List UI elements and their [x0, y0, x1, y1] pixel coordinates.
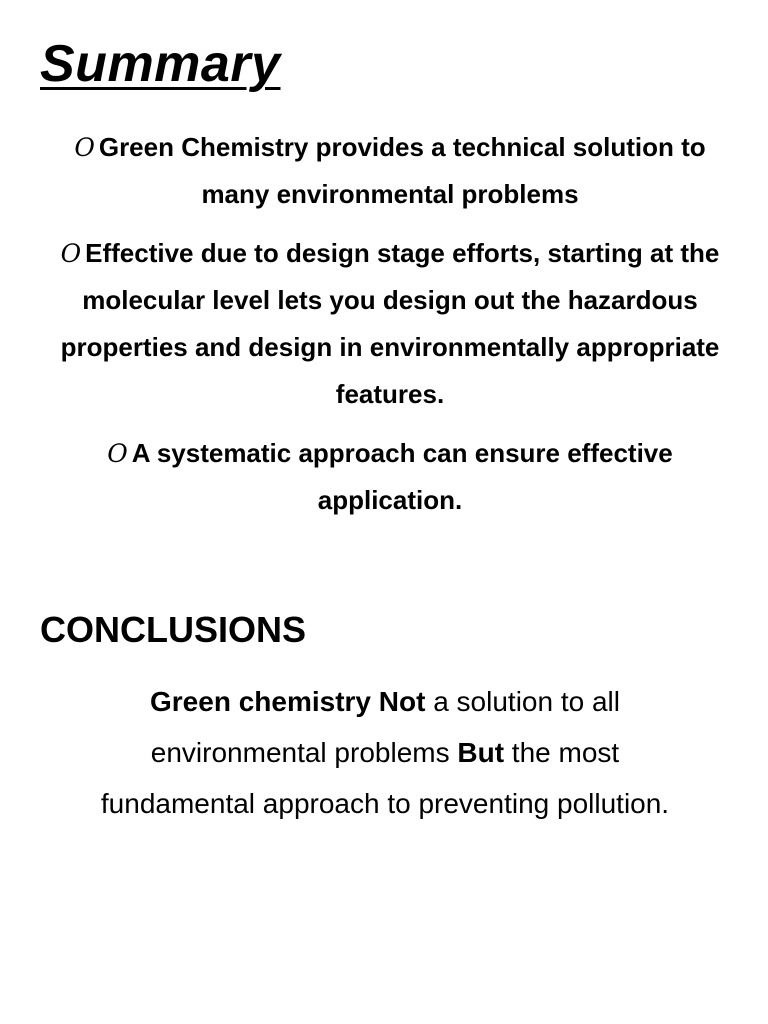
- summary-bullet: [60, 124, 720, 218]
- conclusion-paragraph: [80, 676, 690, 829]
- conclusions-heading: CONCLUSIONS: [40, 609, 307, 650]
- conclusion-bold-but: But: [457, 737, 505, 768]
- summary-bullet-list: [60, 124, 720, 536]
- summary-heading: Summary: [40, 35, 281, 93]
- summary-bullet-text: Green Chemistry provides a technical solution to many environmental problems: [98, 132, 706, 209]
- bullet-marker-icon: O: [74, 133, 95, 162]
- bullet-marker-icon: O: [60, 239, 82, 268]
- summary-bullet-text: Effective due to design stage efforts, starting at the molecular level lets you design out the hazardous properties and design in environmentally appropriate features.: [60, 238, 720, 409]
- summary-bullet: [60, 430, 720, 524]
- summary-bullet-text: A systematic approach can ensure effective application.: [131, 438, 673, 515]
- summary-bullet: [60, 230, 720, 418]
- bullet-marker-icon: O: [107, 439, 128, 468]
- conclusion-text-part: the most fundamental approach to preventing pollution.: [100, 737, 670, 819]
- conclusion-text-part: a solution to all environmental problems: [150, 686, 620, 768]
- conclusion-bold-green-chemistry-not: Green chemistry Not: [150, 686, 426, 717]
